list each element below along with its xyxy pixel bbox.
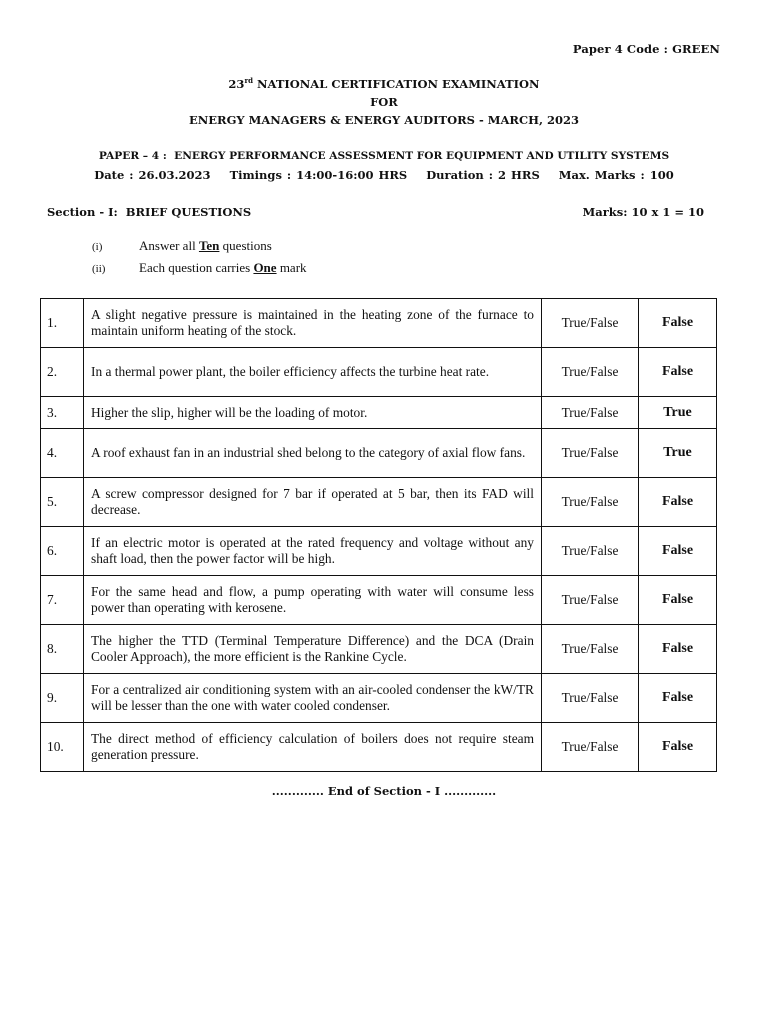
question-option: True/False <box>542 348 639 397</box>
table-row <box>41 397 717 429</box>
question-answer: False <box>639 299 717 348</box>
question-number: 8. <box>41 625 84 674</box>
question-number: 9. <box>41 674 84 723</box>
instruction-number: (ii) <box>92 263 106 275</box>
question-answer: False <box>639 674 717 723</box>
exam-details <box>0 168 768 182</box>
question-answer: False <box>639 348 717 397</box>
question-text: For the same head and flow, a pump operating with water will consume less power than operating with kerosene. <box>84 576 542 625</box>
question-option: True/False <box>542 397 639 429</box>
question-answer: True <box>639 397 717 429</box>
question-number: 1. <box>41 299 84 348</box>
question-option: True/False <box>542 625 639 674</box>
section-end-marker: ............. End of Section - I ............. <box>271 784 497 798</box>
instruction-text-end: mark <box>276 260 307 275</box>
exam-date: Date : 26.03.2023 <box>94 168 211 182</box>
table-row <box>41 576 717 625</box>
exam-number: 23 <box>228 77 245 91</box>
question-text: The direct method of efficiency calculation of boilers does not require steam generation pressure. <box>84 723 542 772</box>
exam-title-text: NATIONAL CERTIFICATION EXAMINATION <box>253 77 540 91</box>
instruction-text: Answer all <box>139 238 199 253</box>
table-row <box>41 625 717 674</box>
table-row <box>41 527 717 576</box>
instruction-emphasis: Ten <box>198 238 220 253</box>
instruction-emphasis: One <box>253 260 277 275</box>
question-number: 5. <box>41 478 84 527</box>
question-number: 2. <box>41 348 84 397</box>
question-number: 3. <box>41 397 84 429</box>
audience-line: ENERGY MANAGERS & ENERGY AUDITORS - MARCH, 2023 <box>189 113 579 127</box>
exam-number-suffix: rd <box>244 76 254 85</box>
question-answer: True <box>639 429 717 478</box>
table-row <box>41 299 717 348</box>
question-option: True/False <box>542 674 639 723</box>
instruction-text: Each question carries <box>139 260 254 275</box>
exam-max-marks: Max. Marks : 100 <box>558 168 674 182</box>
question-option: True/False <box>542 299 639 348</box>
question-answer: False <box>639 576 717 625</box>
instruction-number: (i) <box>92 241 103 253</box>
instruction-item <box>92 238 272 254</box>
exam-title <box>0 77 768 91</box>
section-marks: Marks: 10 x 1 = 10 <box>582 205 704 219</box>
question-option: True/False <box>542 723 639 772</box>
question-text: Higher the slip, higher will be the loading of motor. <box>84 397 542 429</box>
paper-code: Paper 4 Code : GREEN <box>572 42 720 56</box>
instruction-text-end: questions <box>219 238 272 253</box>
question-answer: False <box>639 625 717 674</box>
question-number: 4. <box>41 429 84 478</box>
paper-title: PAPER – 4 : ENERGY PERFORMANCE ASSESSMENT FOR EQUIPMENT AND UTILITY SYSTEMS <box>98 150 670 162</box>
questions-table <box>40 298 717 772</box>
question-text: For a centralized air conditioning system with an air-cooled condenser the kW/TR will be lesser than the one with water cooled condenser. <box>84 674 542 723</box>
question-text: In a thermal power plant, the boiler efficiency affects the turbine heat rate. <box>84 348 542 397</box>
table-row <box>41 429 717 478</box>
question-option: True/False <box>542 576 639 625</box>
table-row <box>41 723 717 772</box>
section-title: Section - I: BRIEF QUESTIONS <box>47 205 252 219</box>
question-answer: False <box>639 723 717 772</box>
question-number: 10. <box>41 723 84 772</box>
question-text: A slight negative pressure is maintained in the heating zone of the furnace to maintain uniform heating of the stock. <box>84 299 542 348</box>
exam-duration: Duration : 2 HRS <box>426 168 540 182</box>
question-number: 6. <box>41 527 84 576</box>
question-option: True/False <box>542 429 639 478</box>
instruction-item <box>92 260 307 276</box>
question-number: 7. <box>41 576 84 625</box>
question-answer: False <box>639 478 717 527</box>
table-row <box>41 478 717 527</box>
table-row <box>41 348 717 397</box>
question-option: True/False <box>542 478 639 527</box>
question-text: A screw compressor designed for 7 bar if operated at 5 bar, then its FAD will decrease. <box>84 478 542 527</box>
exam-timings: Timings : 14:00-16:00 HRS <box>229 168 408 182</box>
table-row <box>41 674 717 723</box>
question-text: A roof exhaust fan in an industrial shed belong to the category of axial flow fans. <box>84 429 542 478</box>
question-answer: False <box>639 527 717 576</box>
question-text: If an electric motor is operated at the rated frequency and voltage without any shaft load, then the power factor will be high. <box>84 527 542 576</box>
question-text: The higher the TTD (Terminal Temperature Difference) and the DCA (Drain Cooler Approach), the more efficient is the Rankine Cycle. <box>84 625 542 674</box>
question-option: True/False <box>542 527 639 576</box>
for-line: FOR <box>370 95 398 109</box>
